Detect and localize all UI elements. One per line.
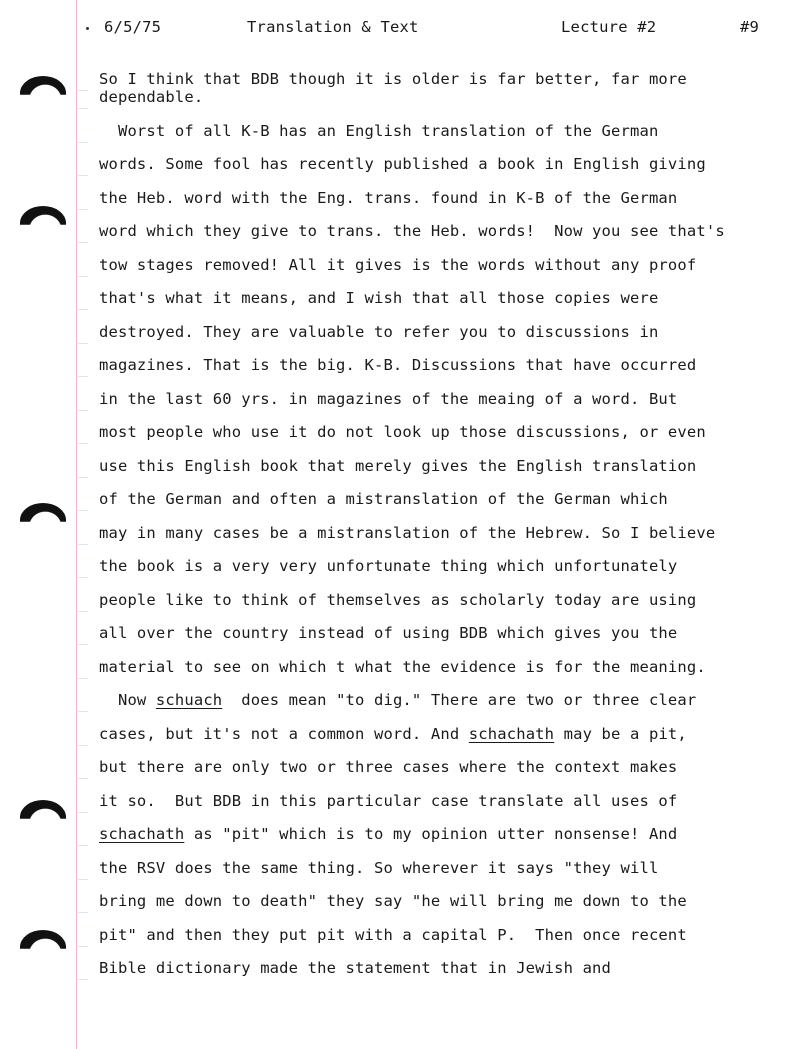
- rule-tick: [78, 443, 88, 444]
- rule-tick: [78, 90, 88, 91]
- header-title: Translation & Text: [247, 18, 419, 36]
- text-segment: dependable.: [99, 88, 204, 106]
- rule-tick: [78, 477, 88, 478]
- header-date: 6/5/75: [104, 18, 162, 36]
- text-segment: magazines. That is the big. K-B. Discussions that have occurred: [99, 356, 697, 374]
- text-line: [99, 624, 677, 642]
- rule-tick: [78, 108, 88, 109]
- text-segment: people like to think of themselves as scholarly today are using: [99, 591, 697, 609]
- text-line: [99, 725, 687, 743]
- text-line: [99, 825, 677, 843]
- text-line: [99, 222, 725, 240]
- text-segment: bring me down to death" they say "he will bring me down to the: [99, 892, 687, 910]
- rule-tick: [78, 879, 88, 880]
- text-segment: Worst of all K-B has an English translation of the German: [99, 122, 659, 140]
- text-line: [99, 691, 696, 709]
- text-line: [99, 524, 715, 542]
- text-segment: the book is a very very unfortunate thing which unfortunately: [99, 557, 678, 575]
- rule-tick: [78, 946, 88, 947]
- rule-tick: [78, 142, 88, 143]
- rule-tick: [78, 711, 88, 712]
- text-segment: destroyed. They are valuable to refer you to discussions in: [99, 323, 659, 341]
- header-lecture: Lecture #2: [561, 18, 657, 36]
- text-line: [99, 557, 677, 575]
- page-header: [0, 18, 800, 40]
- underlined-word: schuach: [155, 691, 223, 709]
- rule-tick: [78, 276, 88, 277]
- text-segment: most people who use it do not look up those discussions, or even: [99, 423, 706, 441]
- text-line: [99, 758, 677, 776]
- text-line: [99, 256, 696, 274]
- rule-tick: [78, 242, 88, 243]
- text-segment: use this English book that merely gives the English translation: [99, 457, 697, 475]
- rule-tick: [78, 343, 88, 344]
- text-line: [99, 792, 677, 810]
- rule-tick: [78, 778, 88, 779]
- rule-tick: [78, 410, 88, 411]
- punch-hole: [20, 930, 66, 964]
- punch-hole: [20, 800, 66, 834]
- text-segment: as "pit" which is to my opinion utter nonsense! And: [184, 825, 678, 843]
- text-line: [99, 122, 658, 140]
- text-line: [99, 892, 687, 910]
- text-segment: pit" and then they put pit with a capital P. Then once recent: [99, 926, 687, 944]
- text-line: [99, 926, 687, 944]
- text-line: [99, 70, 687, 88]
- rule-tick: [78, 209, 88, 210]
- rule-tick: [78, 912, 88, 913]
- header-page-number: #9: [740, 18, 760, 36]
- text-segment: of the German and often a mistranslation of the German which: [99, 490, 668, 508]
- text-segment: cases, but it's not a common word. And: [99, 725, 469, 743]
- text-line: [99, 859, 658, 877]
- rule-tick: [78, 544, 88, 545]
- text-line: [99, 423, 706, 441]
- text-line: [99, 356, 696, 374]
- text-segment: may be a pit,: [554, 725, 687, 743]
- text-line: [99, 189, 677, 207]
- rule-tick: [78, 175, 88, 176]
- text-segment: does mean "to dig." There are two or three clear: [222, 691, 697, 709]
- text-line: [99, 323, 658, 341]
- rule-tick: [78, 812, 88, 813]
- text-segment: Now: [99, 691, 156, 709]
- text-segment: words. Some fool has recently published a book in English giving: [99, 155, 706, 173]
- underlined-word: schachath: [468, 725, 555, 743]
- text-segment: that's what it means, and I wish that all those copies were: [99, 289, 659, 307]
- text-segment: but there are only two or three cases where the context makes: [99, 758, 678, 776]
- text-segment: it so. But BDB in this particular case translate all uses of: [99, 792, 678, 810]
- text-segment: all over the country instead of using BDB which gives you the: [99, 624, 678, 642]
- text-line: [99, 658, 706, 676]
- text-segment: tow stages removed! All it gives is the words without any proof: [99, 256, 697, 274]
- text-segment: word which they give to trans. the Heb. words! Now you see that's: [99, 222, 725, 240]
- text-segment: material to see on which t what the evidence is for the meaning.: [99, 658, 706, 676]
- rule-tick: [78, 979, 88, 980]
- rule-tick: [78, 309, 88, 310]
- text-segment: may in many cases be a mistranslation of the Hebrew. So I believe: [99, 524, 716, 542]
- text-line: [99, 959, 611, 977]
- rule-tick: [78, 678, 88, 679]
- margin-line: [76, 0, 77, 1049]
- rule-tick: [78, 376, 88, 377]
- text-segment: Bible dictionary made the statement that in Jewish and: [99, 959, 612, 977]
- underlined-word: schachath: [99, 825, 185, 843]
- rule-tick: [78, 510, 88, 511]
- text-segment: in the last 60 yrs. in magazines of the meaing of a word. But: [99, 390, 678, 408]
- text-segment: the Heb. word with the Eng. trans. found in K-B of the German: [99, 189, 678, 207]
- text-segment: the RSV does the same thing. So wherever it says "they will: [99, 859, 659, 877]
- text-line: [99, 289, 658, 307]
- text-line: [99, 155, 706, 173]
- text-line: [99, 591, 696, 609]
- punch-hole: [20, 503, 66, 537]
- punch-hole: [20, 206, 66, 240]
- text-line: [99, 490, 668, 508]
- rule-tick: [78, 611, 88, 612]
- rule-tick: [78, 845, 88, 846]
- text-segment: So I think that BDB though it is older is far better, far more: [99, 70, 687, 88]
- text-line: [99, 457, 696, 475]
- text-line: [99, 88, 203, 106]
- rule-tick: [78, 644, 88, 645]
- punch-hole: [20, 76, 66, 110]
- rule-tick: [78, 577, 88, 578]
- text-line: [99, 390, 677, 408]
- rule-tick: [78, 745, 88, 746]
